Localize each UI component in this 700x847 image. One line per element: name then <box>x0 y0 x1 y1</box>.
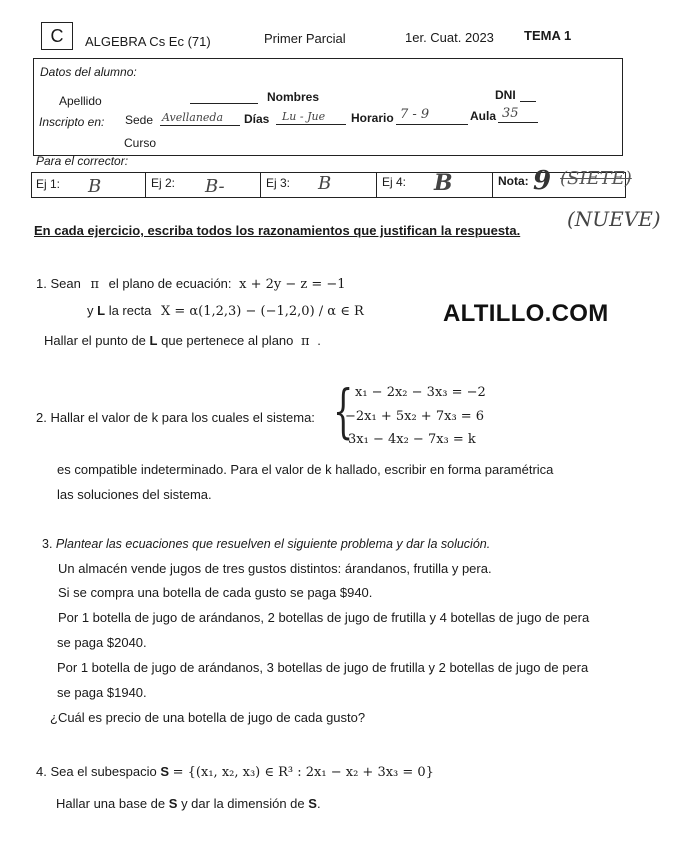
ex4-intro: Sea el subespacio <box>50 764 157 779</box>
aula-value: 35 <box>502 106 519 121</box>
curso-label: Curso <box>124 136 157 150</box>
ex3-title-text: Plantear las ecuaciones que resuelven el siguiente problema y dar la solución. <box>55 537 491 551</box>
ex1-question <box>44 333 321 349</box>
ex3-line-2: Si se compra una botella de cada gusto se paga $940. <box>58 585 373 600</box>
ex2-number: 2. <box>36 410 47 425</box>
ex2-question <box>36 410 315 425</box>
horario-label: Horario <box>351 111 394 125</box>
dias-value: Lu - Jue <box>282 110 326 123</box>
ex3-title <box>42 537 490 551</box>
corrector-section-label: Para el corrector: <box>36 154 129 168</box>
ex1-line-text: la recta <box>108 303 152 318</box>
ej4-label: Ej 4: <box>382 175 407 189</box>
ex1-line2 <box>87 303 364 319</box>
ex3-line-6: se paga $1940. <box>57 685 147 700</box>
ex4-number: 4. <box>36 764 47 779</box>
nota-label: Nota: <box>498 174 529 188</box>
ex1-line-eq: X = α(1,2,3) − (−1,2,0) / α ∈ R <box>160 304 364 319</box>
apellido-line <box>190 103 258 104</box>
ex2-follow-1: es compatible indeterminado. Para el valor de k hallado, escribir en forma paramétrica <box>57 462 554 477</box>
exam-period: 1er. Cuat. 2023 <box>405 30 494 45</box>
ex2-eq1: x₁ − 2x₂ − 3x₃ = −2 <box>355 385 486 400</box>
ex1-line-prefix: y <box>87 303 94 318</box>
nota-struck-word: (SIETE) <box>560 168 632 189</box>
tema-letter-box <box>41 22 73 50</box>
ex1-line1 <box>36 276 346 292</box>
ex1-intro-b: el plano de ecuación: <box>108 276 232 291</box>
ex3-line-5: Por 1 botella de jugo de arándanos, 3 botellas de jugo de frutilla y 2 botellas de jugo de pera <box>57 660 589 675</box>
tema-label: TEMA 1 <box>524 28 572 43</box>
ex4-question-S2: S <box>308 796 317 811</box>
exam-title: Primer Parcial <box>264 31 346 46</box>
grade-divider-1 <box>145 173 146 197</box>
ex4-question <box>56 796 321 811</box>
ex4-question-end: . <box>316 796 321 811</box>
ej1-label: Ej 1: <box>36 177 61 191</box>
ex1-intro-a: Sean <box>50 276 81 291</box>
dias-label: Días <box>244 112 270 126</box>
inscripto-label: Inscripto en: <box>39 115 105 129</box>
student-section-label: Datos del alumno: <box>40 65 137 79</box>
ex4-question-S: S <box>168 796 178 811</box>
ej2-label: Ej 2: <box>151 176 176 190</box>
horario-line <box>396 124 468 125</box>
ex1-question-L: L <box>149 333 158 348</box>
sede-label: Sede <box>125 113 154 127</box>
ex3-line-4: se paga $2040. <box>57 635 147 650</box>
ej2-grade: B- <box>205 176 225 197</box>
dni-label: DNI <box>495 88 516 102</box>
ex2-question-text: Hallar el valor de k para los cuales el sistema: <box>50 410 315 425</box>
ex2-eq3: 3x₁ − 4x₂ − 7x₃ = k <box>348 432 476 447</box>
sede-value: Avellaneda <box>162 111 224 124</box>
horario-value: 7 - 9 <box>400 107 430 122</box>
ex3-line-1: Un almacén vende jugos de tres gustos distintos: árandanos, frutilla y pera. <box>58 561 492 576</box>
grade-divider-4 <box>492 173 493 197</box>
ex4-question-a: Hallar una base de <box>56 796 166 811</box>
subject-title: ALGEBRA Cs Ec (71) <box>85 34 211 49</box>
ex3-line-7: ¿Cuál es precio de una botella de jugo de cada gusto? <box>50 710 366 725</box>
apellido-label: Apellido <box>59 94 102 108</box>
ex1-question-pi: π <box>301 334 310 349</box>
nombres-label: Nombres <box>267 90 320 104</box>
dni-line <box>520 101 536 102</box>
ex4-subspace-eq: = {(x₁, x₂, x₃) ∈ R³ : 2x₁ − x₂ + 3x₃ = 0} <box>172 765 434 780</box>
ej1-grade: B <box>88 176 102 197</box>
ex1-line-L: L <box>97 303 106 318</box>
ex3-line-3: Por 1 botella de jugo de arándanos, 2 botellas de jugo de frutilla y 4 botellas de jugo de pera <box>58 610 590 625</box>
ex2-follow-2: las soluciones del sistema. <box>57 487 212 502</box>
ex2-brace: { <box>333 377 354 445</box>
nota-words: (NUEVE) <box>567 207 661 231</box>
instruction-text: En cada ejercicio, escriba todos los razonamientos que justifican la respuesta. <box>34 223 521 238</box>
ex1-question-a: Hallar el punto de <box>44 333 146 348</box>
watermark-logo: ALTILLO.COM <box>443 300 609 327</box>
ex1-plane-eq: x + 2y − z = −1 <box>239 277 346 292</box>
aula-label: Aula <box>470 109 497 123</box>
grade-divider-3 <box>376 173 377 197</box>
ex1-question-end: . <box>317 333 321 348</box>
tema-letter: C <box>50 26 64 46</box>
ex3-number: 3. <box>42 537 53 551</box>
dias-line <box>276 124 346 125</box>
ex1-pi-symbol: π <box>90 277 100 292</box>
ej3-grade: B <box>318 173 332 194</box>
ej4-grade: B <box>434 170 453 196</box>
grade-divider-2 <box>260 173 261 197</box>
ex1-number: 1. <box>36 276 47 291</box>
ex4-line1 <box>36 764 434 780</box>
ej3-label: Ej 3: <box>266 176 291 190</box>
nota-value: 9 <box>533 166 552 196</box>
ex4-question-b: y dar la dimensión de <box>181 796 305 811</box>
sede-line <box>160 125 240 126</box>
aula-line <box>498 122 538 123</box>
ex4-S: S <box>160 764 170 779</box>
ex1-question-b: que pertenece al plano <box>161 333 294 348</box>
ex2-eq2: −2x₁ + 5x₂ + 7x₃ = 6 <box>345 409 485 424</box>
